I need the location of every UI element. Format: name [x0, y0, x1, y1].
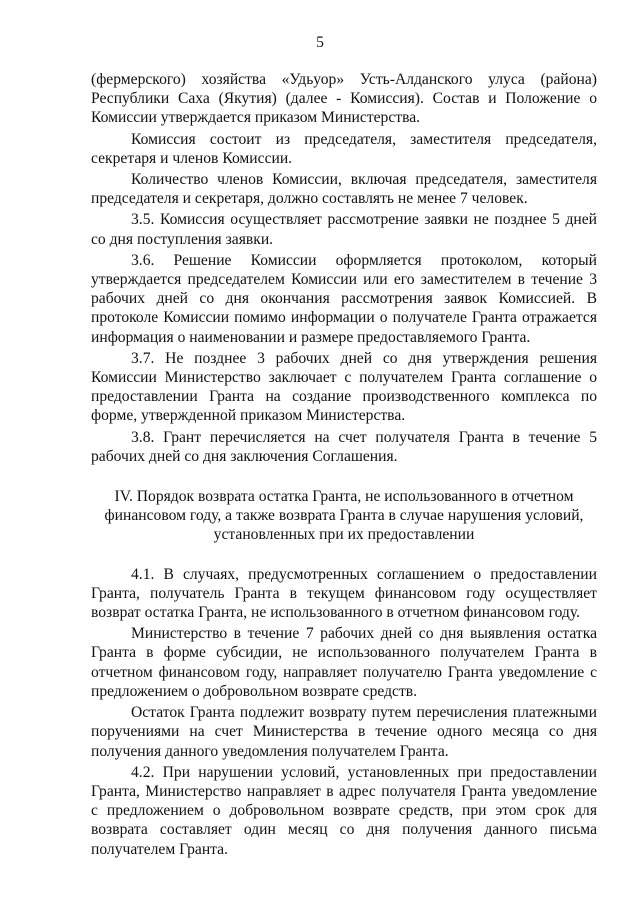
section-heading-line: финансовом году, а также возврата Гранта в случае нарушения условий,	[104, 507, 584, 525]
paragraph-commission-composition: Комиссия состоит из председателя, заместителя председателя, секретаря и членов Комиссии.	[91, 130, 597, 167]
paragraph-clause-3-8: 3.8. Грант перечисляется на счет получателя Гранта в течение 5 рабочих дней со дня заключения Соглашения.	[91, 428, 597, 465]
paragraph-grant-return: Остаток Гранта подлежит возврату путем перечисления платежными поручениями на счет Министерства в течение одного месяца со дня получения данного уведомления получателем Гранта.	[91, 704, 597, 760]
paragraph-clause-3-6: 3.6. Решение Комиссии оформляется протоколом, который утверждается председателем Комиссии или его заместителем в течение 3 рабочих дней со дня окончания рассмотрения заявок Комиссией. В протоколе Комиссии помимо информации о получателе Гранта отражается информация о наименовании и размере предоставляемого Гранта.	[91, 251, 597, 346]
page-number: 5	[316, 34, 324, 51]
paragraph-clause-4-1: 4.1. В случаях, предусмотренных соглашением о предоставлении Гранта, получатель Гранта в текущем финансовом году осуществляет возврат остатка Гранта, не использованного в отчетном финансовом году.	[91, 565, 597, 622]
paragraph-clause-4-2: 4.2. При нарушении условий, установленных при предоставлении Гранта, Министерство направляет в адрес получателя Гранта уведомление с предложением о добровольном возврате средств, при этом срок для возврата составляет один месяц со дня получения данного письма получателем Гранта.	[91, 763, 597, 858]
section-heading-line: установленных при их предоставлении	[213, 526, 475, 544]
section-heading-line: IV. Порядок возврата остатка Гранта, не использованного в отчетном	[114, 488, 574, 506]
document-body	[91, 70, 597, 859]
paragraph-commission-intro: (фермерского) хозяйства «Удьуор» Усть-Алданского улуса (района) Республики Саха (Якутия) (далее - Комиссия). Состав и Положение о Комиссии утверждается приказом Министерства.	[91, 71, 597, 127]
section-heading-iv	[91, 487, 597, 545]
paragraph-commission-members-count: Количество членов Комиссии, включая председателя, заместителя председателя и секретаря, должно составлять не менее 7 человек.	[91, 171, 597, 208]
paragraph-clause-3-7: 3.7. Не позднее 3 рабочих дней со дня утверждения решения Комиссии Министерство заключает с получателем Гранта соглашение о предоставлении Гранта на создание производственного комплекса по форме, утвержденной приказом Министерства.	[91, 349, 597, 425]
paragraph-ministry-notification: Министерство в течение 7 рабочих дней со дня выявления остатка Гранта в форме субсидии, не использованного получателем Гранта в отчетном финансовом году, направляет получателю Гранта уведомление с предложением о добровольном возврате средств.	[91, 625, 597, 700]
paragraph-clause-3-5: 3.5. Комиссия осуществляет рассмотрение заявки не позднее 5 дней со дня поступления заявки.	[91, 211, 597, 248]
